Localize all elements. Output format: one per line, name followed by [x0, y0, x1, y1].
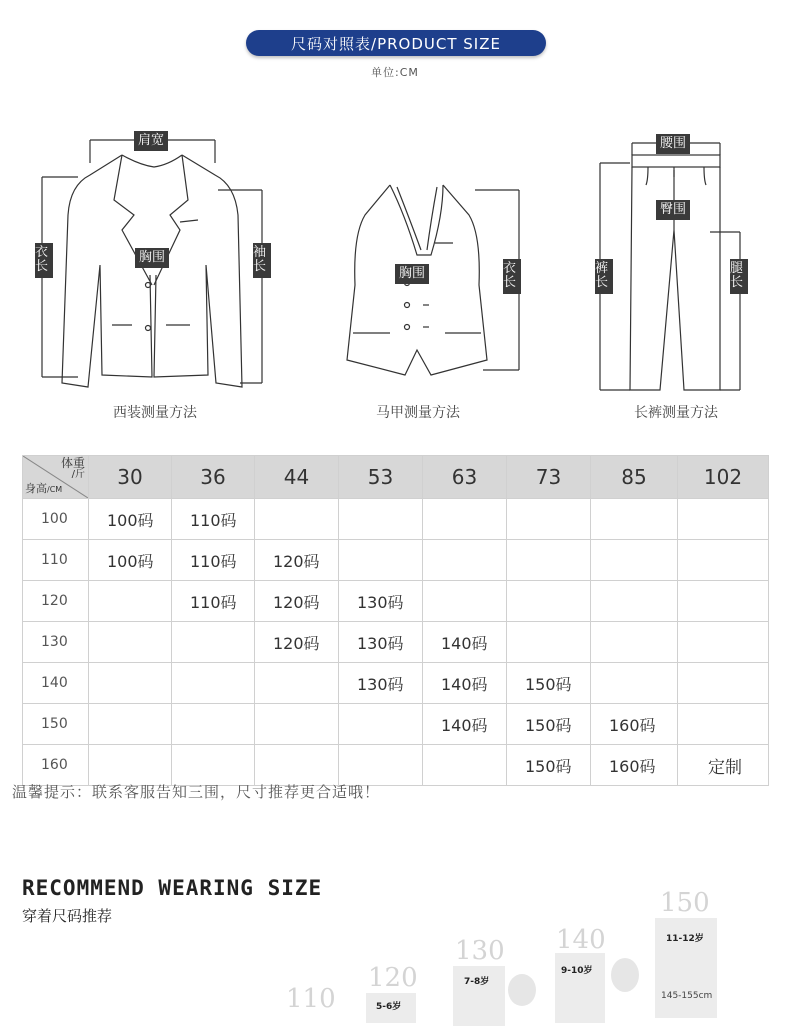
suit-length-label: 衣长 [35, 245, 49, 275]
size-cell [255, 704, 339, 745]
kids-silhouettes [400, 920, 670, 1020]
size-cell [678, 540, 769, 581]
weight-header: 53 [339, 456, 423, 499]
corner-weight: 体重 [60, 456, 85, 470]
weight-header: 102 [678, 456, 769, 499]
step-size-120: 120 [368, 963, 418, 993]
size-cell [339, 499, 423, 540]
size-cell [507, 622, 591, 663]
suit-length-tag [35, 243, 53, 278]
suit-sleeve-tag [253, 243, 271, 278]
size-cell [591, 663, 678, 704]
size-cell: 160码 [591, 704, 678, 745]
suit-sleeve-label: 袖长 [253, 245, 267, 275]
size-cell: 130码 [339, 663, 423, 704]
vest-chest-tag: 胸围 [395, 264, 429, 284]
size-cell [423, 745, 507, 786]
trousers-length-tag [595, 259, 613, 294]
size-cell: 130码 [339, 622, 423, 663]
table-row [23, 745, 769, 786]
recommend-subtitle: 穿着尺码推荐 [22, 907, 113, 925]
size-cell: 140码 [423, 663, 507, 704]
size-cell: 110码 [172, 581, 255, 622]
suit-chest-tag: 胸围 [135, 248, 169, 268]
size-cell [339, 745, 423, 786]
weight-header: 73 [507, 456, 591, 499]
size-cell [255, 745, 339, 786]
size-cell: 140码 [423, 622, 507, 663]
trousers-leg-tag [730, 259, 748, 294]
corner-height: 身高 [25, 482, 47, 495]
step-range-150: 145-155cm [661, 991, 713, 1001]
suit-figure [30, 125, 280, 395]
size-cell [339, 540, 423, 581]
trousers-waist-tag: 腰围 [656, 134, 690, 154]
trousers-caption: 长裤测量方法 [634, 405, 718, 421]
corner-weight-unit: /斤 [71, 468, 85, 480]
size-cell [507, 581, 591, 622]
height-cell: 110 [23, 540, 89, 581]
height-cell: 100 [23, 499, 89, 540]
size-cell [678, 499, 769, 540]
tip-text: 温馨提示：联系客服告知三围，尺寸推荐更合适哦！ [12, 783, 381, 801]
height-cell: 120 [23, 581, 89, 622]
size-cell [172, 745, 255, 786]
size-cell-custom: 定制 [678, 745, 769, 786]
size-cell [172, 663, 255, 704]
size-cell [172, 704, 255, 745]
height-cell: 160 [23, 745, 89, 786]
size-cell [89, 622, 172, 663]
weight-header: 36 [172, 456, 255, 499]
size-cell [678, 581, 769, 622]
corner-height-label [25, 480, 62, 496]
height-cell: 130 [23, 622, 89, 663]
vest-length-tag [503, 259, 521, 294]
size-cell [678, 704, 769, 745]
size-cell [89, 704, 172, 745]
step-size-150: 150 [660, 888, 710, 918]
step-age-130: 7-8岁 [464, 977, 490, 987]
step-age-120: 5-6岁 [376, 1002, 402, 1012]
size-cell [507, 540, 591, 581]
recommend-title: RECOMMEND WEARING SIZE [22, 876, 323, 900]
step-size-130: 130 [455, 936, 505, 966]
size-cell [255, 663, 339, 704]
size-cell: 110码 [172, 540, 255, 581]
size-cell [507, 499, 591, 540]
size-cell [591, 581, 678, 622]
size-cell [678, 622, 769, 663]
size-cell: 130码 [339, 581, 423, 622]
table-row [23, 499, 769, 540]
size-cell: 120码 [255, 581, 339, 622]
vest-figure [335, 175, 535, 385]
weight-header: 44 [255, 456, 339, 499]
suit-caption: 西装测量方法 [113, 405, 197, 421]
table-row [23, 704, 769, 745]
table-row [23, 663, 769, 704]
size-cell [678, 663, 769, 704]
size-cell [172, 622, 255, 663]
table-row [23, 581, 769, 622]
size-cell [89, 663, 172, 704]
trousers-figure [590, 125, 760, 400]
size-cell: 110码 [172, 499, 255, 540]
step-age-150: 11-12岁 [666, 934, 704, 944]
size-cell: 100码 [89, 499, 172, 540]
step-age-140: 9-10岁 [561, 966, 593, 976]
weight-header: 63 [423, 456, 507, 499]
vest-caption: 马甲测量方法 [376, 405, 460, 421]
unit-label: 单位:CM [371, 66, 419, 79]
step-size-110: 110 [286, 984, 336, 1014]
size-cell: 150码 [507, 704, 591, 745]
vest-length-label: 衣长 [503, 261, 517, 291]
corner-height-unit: /CM [47, 485, 63, 494]
table-header-row [23, 456, 769, 499]
trousers-length-label: 裤长 [595, 261, 609, 291]
trousers-leg-label: 腿长 [730, 261, 744, 291]
size-cell [591, 622, 678, 663]
size-cell: 150码 [507, 663, 591, 704]
step-size-140: 140 [556, 925, 606, 955]
size-cell [423, 581, 507, 622]
suit-shoulder-tag: 肩宽 [134, 131, 168, 151]
trousers-hip-tag: 臀围 [656, 200, 690, 220]
corner-weight-label [61, 457, 85, 480]
size-cell [591, 499, 678, 540]
size-cell [89, 745, 172, 786]
height-cell: 150 [23, 704, 89, 745]
height-cell: 140 [23, 663, 89, 704]
size-cell: 120码 [255, 622, 339, 663]
size-cell [89, 581, 172, 622]
size-cell: 150码 [507, 745, 591, 786]
size-cell [423, 540, 507, 581]
table-corner-cell [23, 456, 89, 499]
size-cell [591, 540, 678, 581]
weight-header: 85 [591, 456, 678, 499]
size-cell: 120码 [255, 540, 339, 581]
size-table [22, 455, 769, 786]
table-row [23, 622, 769, 663]
size-cell: 100码 [89, 540, 172, 581]
size-cell [423, 499, 507, 540]
size-chart-title: 尺码对照表/PRODUCT SIZE [246, 30, 546, 56]
size-cell [339, 704, 423, 745]
size-cell: 160码 [591, 745, 678, 786]
weight-header: 30 [89, 456, 172, 499]
size-cell [255, 499, 339, 540]
table-row [23, 540, 769, 581]
size-cell: 140码 [423, 704, 507, 745]
